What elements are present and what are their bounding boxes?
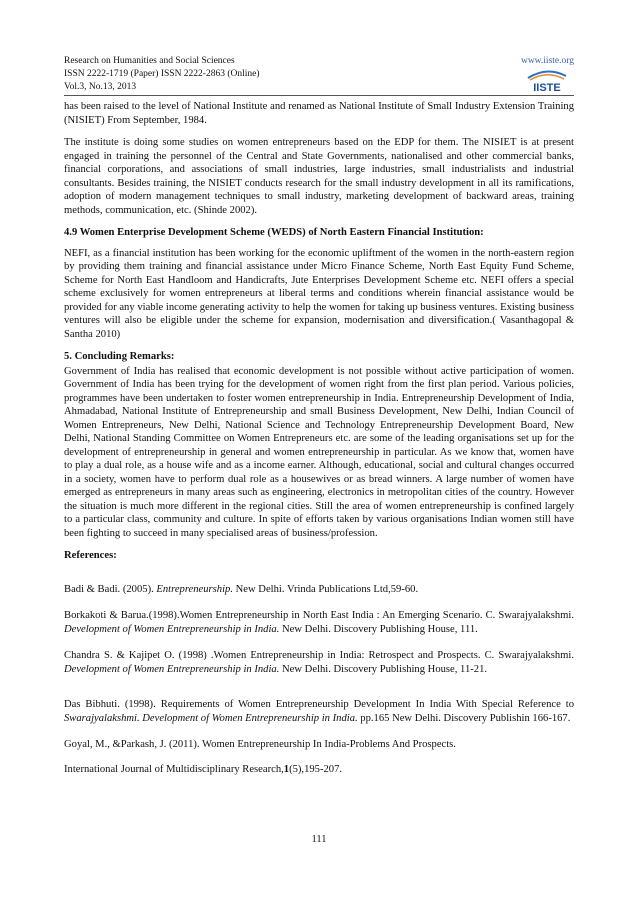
paragraph-nisiet-intro: has been raised to the level of National Institute and renamed as National Institute of Small Industry Extension Training (NISIET) From September, 1984. [64, 101, 574, 126]
reference-item: Goyal, M., &Parkash, J. (2011). Women Entrepreneurship In India-Problems And Prospects. [64, 739, 456, 750]
reference-item: Das Bibhuti. (1998). Requirements of Women Entrepreneurship Development In India With Special Reference to Swarajyalakshmi. Development of Women Entrepreneurship in India. pp.165 New Delhi. Discovery Publishin 166-167. [64, 699, 574, 724]
reference-item: Borkakoti & Barua.(1998).Women Entrepreneurship in North East India : An Emerging Scenario. C. Swarajyalakshmi. Development of Women Entrepreneurship in India. New Delhi. Discovery Publishing House, 111. [64, 610, 574, 635]
reference-item: Badi & Badi. (2005). Entrepreneurship. New Delhi. Vrinda Publications Ltd,59-60. [64, 583, 419, 595]
section-heading-5: 5. Concluding Remarks: [64, 351, 175, 362]
paragraph-nisiet-studies: The institute is doing some studies on women entrepreneurs based on the EDP for them. The NISIET is at present engaged in training the personnel of the Central and State Governments, nationalised and other commercial banks, financial corporations, and associations of small industries, large industries, small industrialists and industrial consultants. Besides training, the NISIET conducts research for the small industry development in all its ramifications, adoption of modern management techniques to small industry, marketing development of backward areas, training methods, communication, etc. (Shinde 2002). [64, 137, 574, 216]
header-rule [64, 95, 574, 96]
reference-item: Chandra S. & Kajipet O. (1998) .Women Entrepreneurship in India: Retrospect and Prospects. C. Swarajyalakshmi. Development of Women Entrepreneurship in India. New Delhi. Discovery Publishing House, 11-21. [64, 650, 574, 675]
section-heading-4-9: 4.9 Women Enterprise Development Scheme (WEDS) of North Eastern Financial Institution: [64, 227, 484, 238]
logo-text: IISTE [533, 82, 561, 94]
reference-item: International Journal of Multidisciplinary Research,1(5),195-207. [64, 763, 343, 775]
page-header [64, 55, 574, 94]
document-body [64, 100, 574, 786]
iiste-logo [526, 68, 568, 94]
paragraph-concluding: Government of India has realised that economic development is not possible without active participation of women. Government of India has been trying for the development of women right from the first plan period. Various policies, programmes have been undertaken to foster women entrepreneurship in India. Entrepreneurship Development of India, Ahmadabad, National Institute of Entrepreneurship and small Business Development, New Delhi, Indian Council of Women Entrepreneurs, New Delhi, National Science and Technology Entrepreneurship Development Board, New Delhi, National Standing Committee on Women Entrepreneurs etc. are some of the leading organisations set up for the development of entrepreneurship in general and women entrepreneurship in particular. As we know that, women have to play a dual role, as a house wife and as a income earner. Although, educational, social and cultural changes occurred in a society, women have to perform dual role as a housewives or as bread winners. A large number of women have emerged as entrepreneurs in many areas such as engineering, electronics in metropolitan cities of the country. However the situation is much more different in the regional cities. Still the area of women entrepreneurship is confined largely to a particular class, community and culture. In spite of efforts taken by various organisations Indian women still have been fighting to succeed in many specialised areas of business/profession. [64, 365, 574, 539]
page-number: 111 [311, 834, 327, 845]
journal-url-link[interactable]: www.iiste.org [520, 56, 574, 66]
issn-line: ISSN 2222-1719 (Paper) ISSN 2222-2863 (Online) [64, 69, 260, 79]
journal-name: Research on Humanities and Social Sciences [64, 56, 235, 66]
references-heading: References: [64, 550, 117, 561]
paragraph-nefi: NEFI, as a financial institution has been working for the economic upliftment of the women in the north-eastern region by providing them training and financial assistance under Micro Finance Scheme, North East Equity Fund Scheme, Scheme for North East Handloom and Handicrafts, Jute Enterprises Development Scheme etc. NEFI offers a special scheme exclusively for women entrepreneurs at liberal terms and conditions wherein financial assistance would be provided for any viable income generating activity to help the women for taking up business ventures. Existing business ventures will also be eligible under the scheme for expansion, modernisation and diversification.( Vasanthagopal & Santha 2010) [64, 247, 574, 340]
volume-line: Vol.3, No.13, 2013 [64, 82, 137, 92]
